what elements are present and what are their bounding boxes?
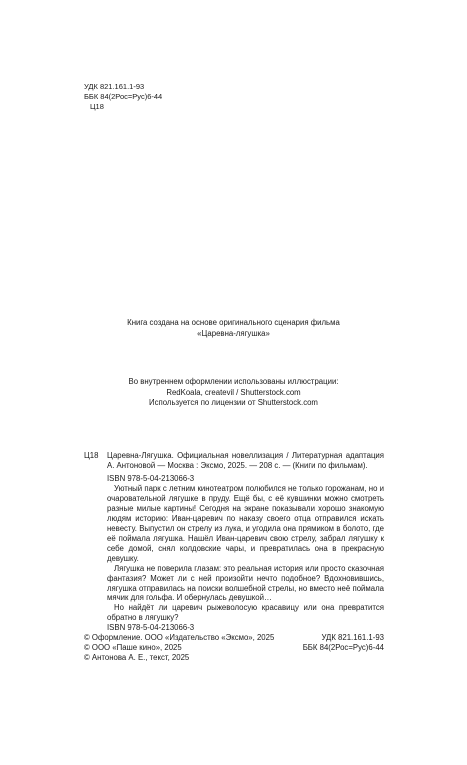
copyright-block <box>84 633 274 663</box>
bottom-classification <box>303 633 384 653</box>
catalog-heading-text: Царевна-Лягушка. Официальная новеллизация / Литературная адаптация А. Антоновой — Москва : Эксмо, 2025. — 208 с. — (Книги по фильмам). <box>107 451 384 470</box>
udk-code: УДК 821.161.1-93 <box>84 82 145 91</box>
catalog-author-mark: Ц18 <box>84 451 99 460</box>
copyright-pashakino: © ООО «Паше кино», 2025 <box>84 643 182 652</box>
annotation-paragraph: Уютный парк с летним кинотеатром полюбился не только горожанам, но и очаровательной лягушке в пруду. Ещё бы, с её кувшинки можно смотреть разные милые картины! Сегодня на экране показывали хорошо знакомую людям историю: Иван-царевич по наказу своего отца отправился искать невесту. Выпустил он стрелу из лука, и угодила она прямиком в болото, где её поймала лягушка. Нашёл Иван-царевич свою стрелу, забрал лягушку к себе домой, снял колдовские чары, и превратилась она в прекрасную девушку. <box>107 484 384 563</box>
bottom-udk-code: УДК 821.161.1-93 <box>321 633 384 642</box>
isbn-repeat: ISBN 978-5-04-213066-3 <box>107 623 195 632</box>
illustrations-note-line-1: Во внутреннем оформлении использованы иллюстрации: <box>128 377 339 386</box>
classification-block <box>84 82 162 111</box>
copyright-design: © Оформление. ООО «Издательство «Эксмо», 2025 <box>84 633 275 642</box>
bbk-code: ББК 84(2Рос=Рус)6-44 <box>84 91 163 101</box>
isbn: ISBN 978-5-04-213066-3 <box>107 474 195 483</box>
bottom-bbk-code: ББК 84(2Рос=Рус)6-44 <box>302 643 384 652</box>
catalog-heading <box>84 451 384 471</box>
annotation-paragraph: Но найдёт ли царевич рыжеволосую красавицу или она превратится обратно в лягушку? <box>107 603 384 623</box>
copyright-text: © Антонова А. Е., текст, 2025 <box>84 653 190 662</box>
illustrations-note-line-3: Используется по лицензии от Shutterstock.com <box>149 398 318 408</box>
annotation-paragraph: Лягушка не поверила глазам: это реальная история или просто сказочная фантазия? Может ли с ней произойти нечто подобное? Вдохновившись, лягушка отправилась на поиски волшебной стрелы, но вместо неё поймала мячик для гольфа. И обернулась девушкой… <box>107 563 384 603</box>
illustrations-note <box>0 377 467 409</box>
screenplay-note <box>0 318 467 339</box>
author-mark: Ц18 <box>90 101 104 111</box>
illustrations-note-line-2: RedKoala, createvil / Shutterstock.com <box>166 387 301 397</box>
screenplay-note-line-2: «Царевна-лягушка» <box>197 328 270 338</box>
annotation <box>107 484 384 623</box>
screenplay-note-line-1: Книга создана на основе оригинального сценария фильма <box>127 318 340 327</box>
